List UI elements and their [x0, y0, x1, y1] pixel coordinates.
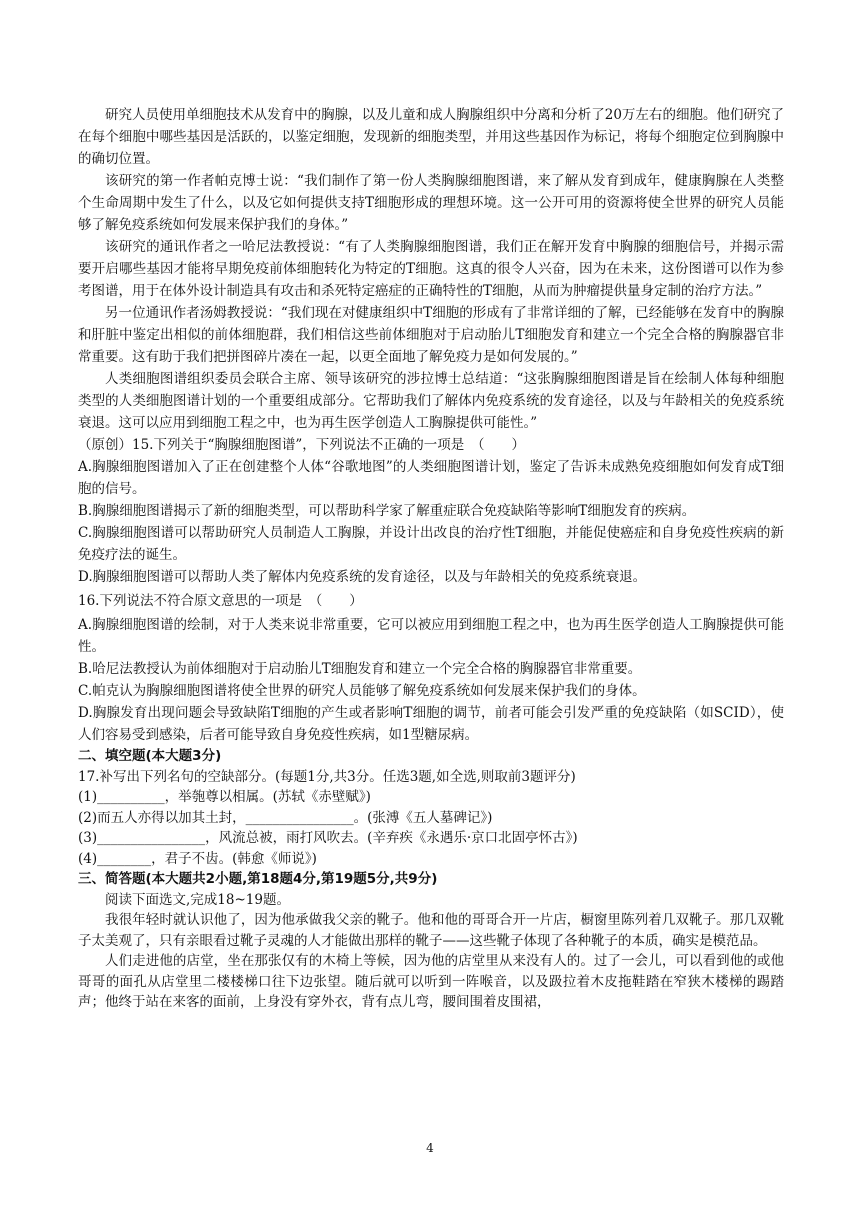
paragraph: 另一位通讯作者汤姆教授说：“我们现在对健康组织中T细胞的形成有了非常详细的了解，已经能够在发育中的胸腺和肝脏中鉴定出相似的前体细胞群，我们相信这些前体细胞对于启动胎儿T细胞发育和建立一个完全合格的胸腺器官非常重要。这有助于我们把拼图碎片凑在一起，以更全面地了解免疫力是如何发展的。” [78, 305, 784, 365]
paragraph: 人们走进他的店堂，坐在那张仅有的木椅上等候，因为他的店堂里从来没有人的。过了一会儿，可以看到他的或他哥哥的面孔从店堂里二楼楼梯口往下边张望。随后就可以听到一阵喉音，以及趿拉着木皮拖鞋踏在窄狭木楼梯的踢踏声；他终于站在来客的面前，上身没有穿外衣，背有点儿弯，腰间围着皮围裙， [78, 953, 784, 1010]
paragraph: 人类细胞图谱组织委员会联合主席、领导该研究的涉拉博士总结道：“这张胸腺细胞图谱是旨在绘制人体每种细胞类型的人类细胞图谱计划的一个重要组成部分。它帮助我们了解体内免疫系统的发育途径，以及与年龄相关的免疫系统衰退。这可以应用到细胞工程之中，也为再生医学创造人工胸腺提供可能性。” [78, 371, 784, 431]
fill-blank-item: (4)________，君子不齿。(韩愈《师说》) [78, 850, 317, 867]
option-d: D.胸腺发育出现问题会导致缺陷T细胞的产生或者影响T细胞的调节，前者可能会引发严重的免疫缺陷（如SCID），使人们容易受到感染，后者可能导致自身免疫性疾病，如1型糖尿病。 [78, 705, 784, 743]
option-b: B.哈尼法教授认为前体细胞对于启动胎儿T细胞发育和建立一个完全合格的胸腺器官非常重要。 [78, 661, 642, 677]
reading-intro: 阅读下面选文,完成18~19题。 [105, 891, 290, 908]
question-16-stem: 16.下列说法不符合原文意思的一项是 （ ） [78, 593, 363, 609]
document-page [78, 104, 784, 1013]
section-heading: 三、简答题(本大题共2小题,第18题4分,第19题5分,共9分) [78, 871, 438, 887]
paragraph: 我很年轻时就认识他了，因为他承做我父亲的靴子。他和他的哥哥合开一片店，橱窗里陈列着几双靴子。那几双靴子太美观了，只有亲眼看过靴子灵魂的人才能做出那样的靴子——这些靴子体现了各种靴子的本质，确实是模范品。 [78, 912, 784, 949]
paragraph: 该研究的通讯作者之一哈尼法教授说：“有了人类胸腺细胞图谱，我们正在解开发育中胸腺的细胞信号，并揭示需要开启哪些基因才能将早期免疫前体细胞转化为特定的T细胞。这真的很令人兴奋，因为在未来，这份图谱可以作为参考图谱，用于在体外设计制造具有攻击和杀死特定癌症的正确特性的T细胞，从而为肿瘤提供量身定制的治疗方法。” [78, 239, 784, 299]
paragraph: 研究人员使用单细胞技术从发育中的胸腺，以及儿童和成人胸腺组织中分离和分析了20万左右的细胞。他们研究了在每个细胞中哪些基因是活跃的，以鉴定细胞，发现新的细胞类型，并用这些基因作为标记，将每个细胞定位到胸腺中的确切位置。 [78, 107, 784, 167]
option-c: C.胸腺细胞图谱可以帮助研究人员制造人工胸腺，并设计出改良的治疗性T细胞，并能促使癌症和自身免疫性疾病的新免疫疗法的诞生。 [78, 525, 784, 563]
option-c: C.帕克认为胸腺细胞图谱将使全世界的研究人员能够了解免疫系统如何发展来保护我们的身体。 [78, 683, 646, 699]
option-d: D.胸腺细胞图谱可以帮助人类了解体内免疫系统的发育途径，以及与年龄相关的免疫系统衰退。 [78, 569, 647, 585]
question-15-stem: （原创）15.下列关于“胸腺细胞图谱”，下列说法不正确的一项是 （ ） [78, 437, 526, 453]
fill-blank-item: (3)________________，风流总被，雨打风吹去。(辛弃疾《永遇乐·京口北固亭怀古》) [78, 830, 578, 846]
option-b: B.胸腺细胞图谱揭示了新的细胞类型，可以帮助科学家了解重症联合免疫缺陷等影响T细胞发育的疾病。 [78, 503, 696, 519]
option-a: A.胸腺细胞图谱的绘制，对于人类来说非常重要，它可以被应用到细胞工程之中，也为再生医学创造人工胸腺提供可能性。 [78, 617, 784, 655]
paragraph: 该研究的第一作者帕克博士说：“我们制作了第一份人类胸腺细胞图谱，来了解从发育到成年，健康胸腺在人类整个生命周期中发生了什么，以及它如何提供支持T细胞形成的理想环境。这一公开可用的资源将使全世界的研究人员能够了解免疫系统如何发展来保护我们的身体。” [78, 173, 784, 233]
question-17-instruction: 17.补写出下列名句的空缺部分。(每题1分,共3分。任选3题,如全选,则取前3题评分) [78, 768, 576, 785]
section-heading: 二、填空题(本大题3分) [78, 748, 222, 764]
option-a: A.胸腺细胞图谱加入了正在创建整个人体“谷歌地图”的人类细胞图谱计划，鉴定了告诉未成熟免疫细胞如何发育成T细胞的信号。 [78, 459, 784, 497]
fill-blank-item: (2)而五人亦得以加其土封，________________。(张溥《五人墓碑记》) [78, 809, 493, 826]
fill-blank-item: (1)__________，举匏尊以相属。(苏轼《赤壁赋》) [78, 789, 371, 805]
page-number: 4 [426, 1141, 434, 1155]
